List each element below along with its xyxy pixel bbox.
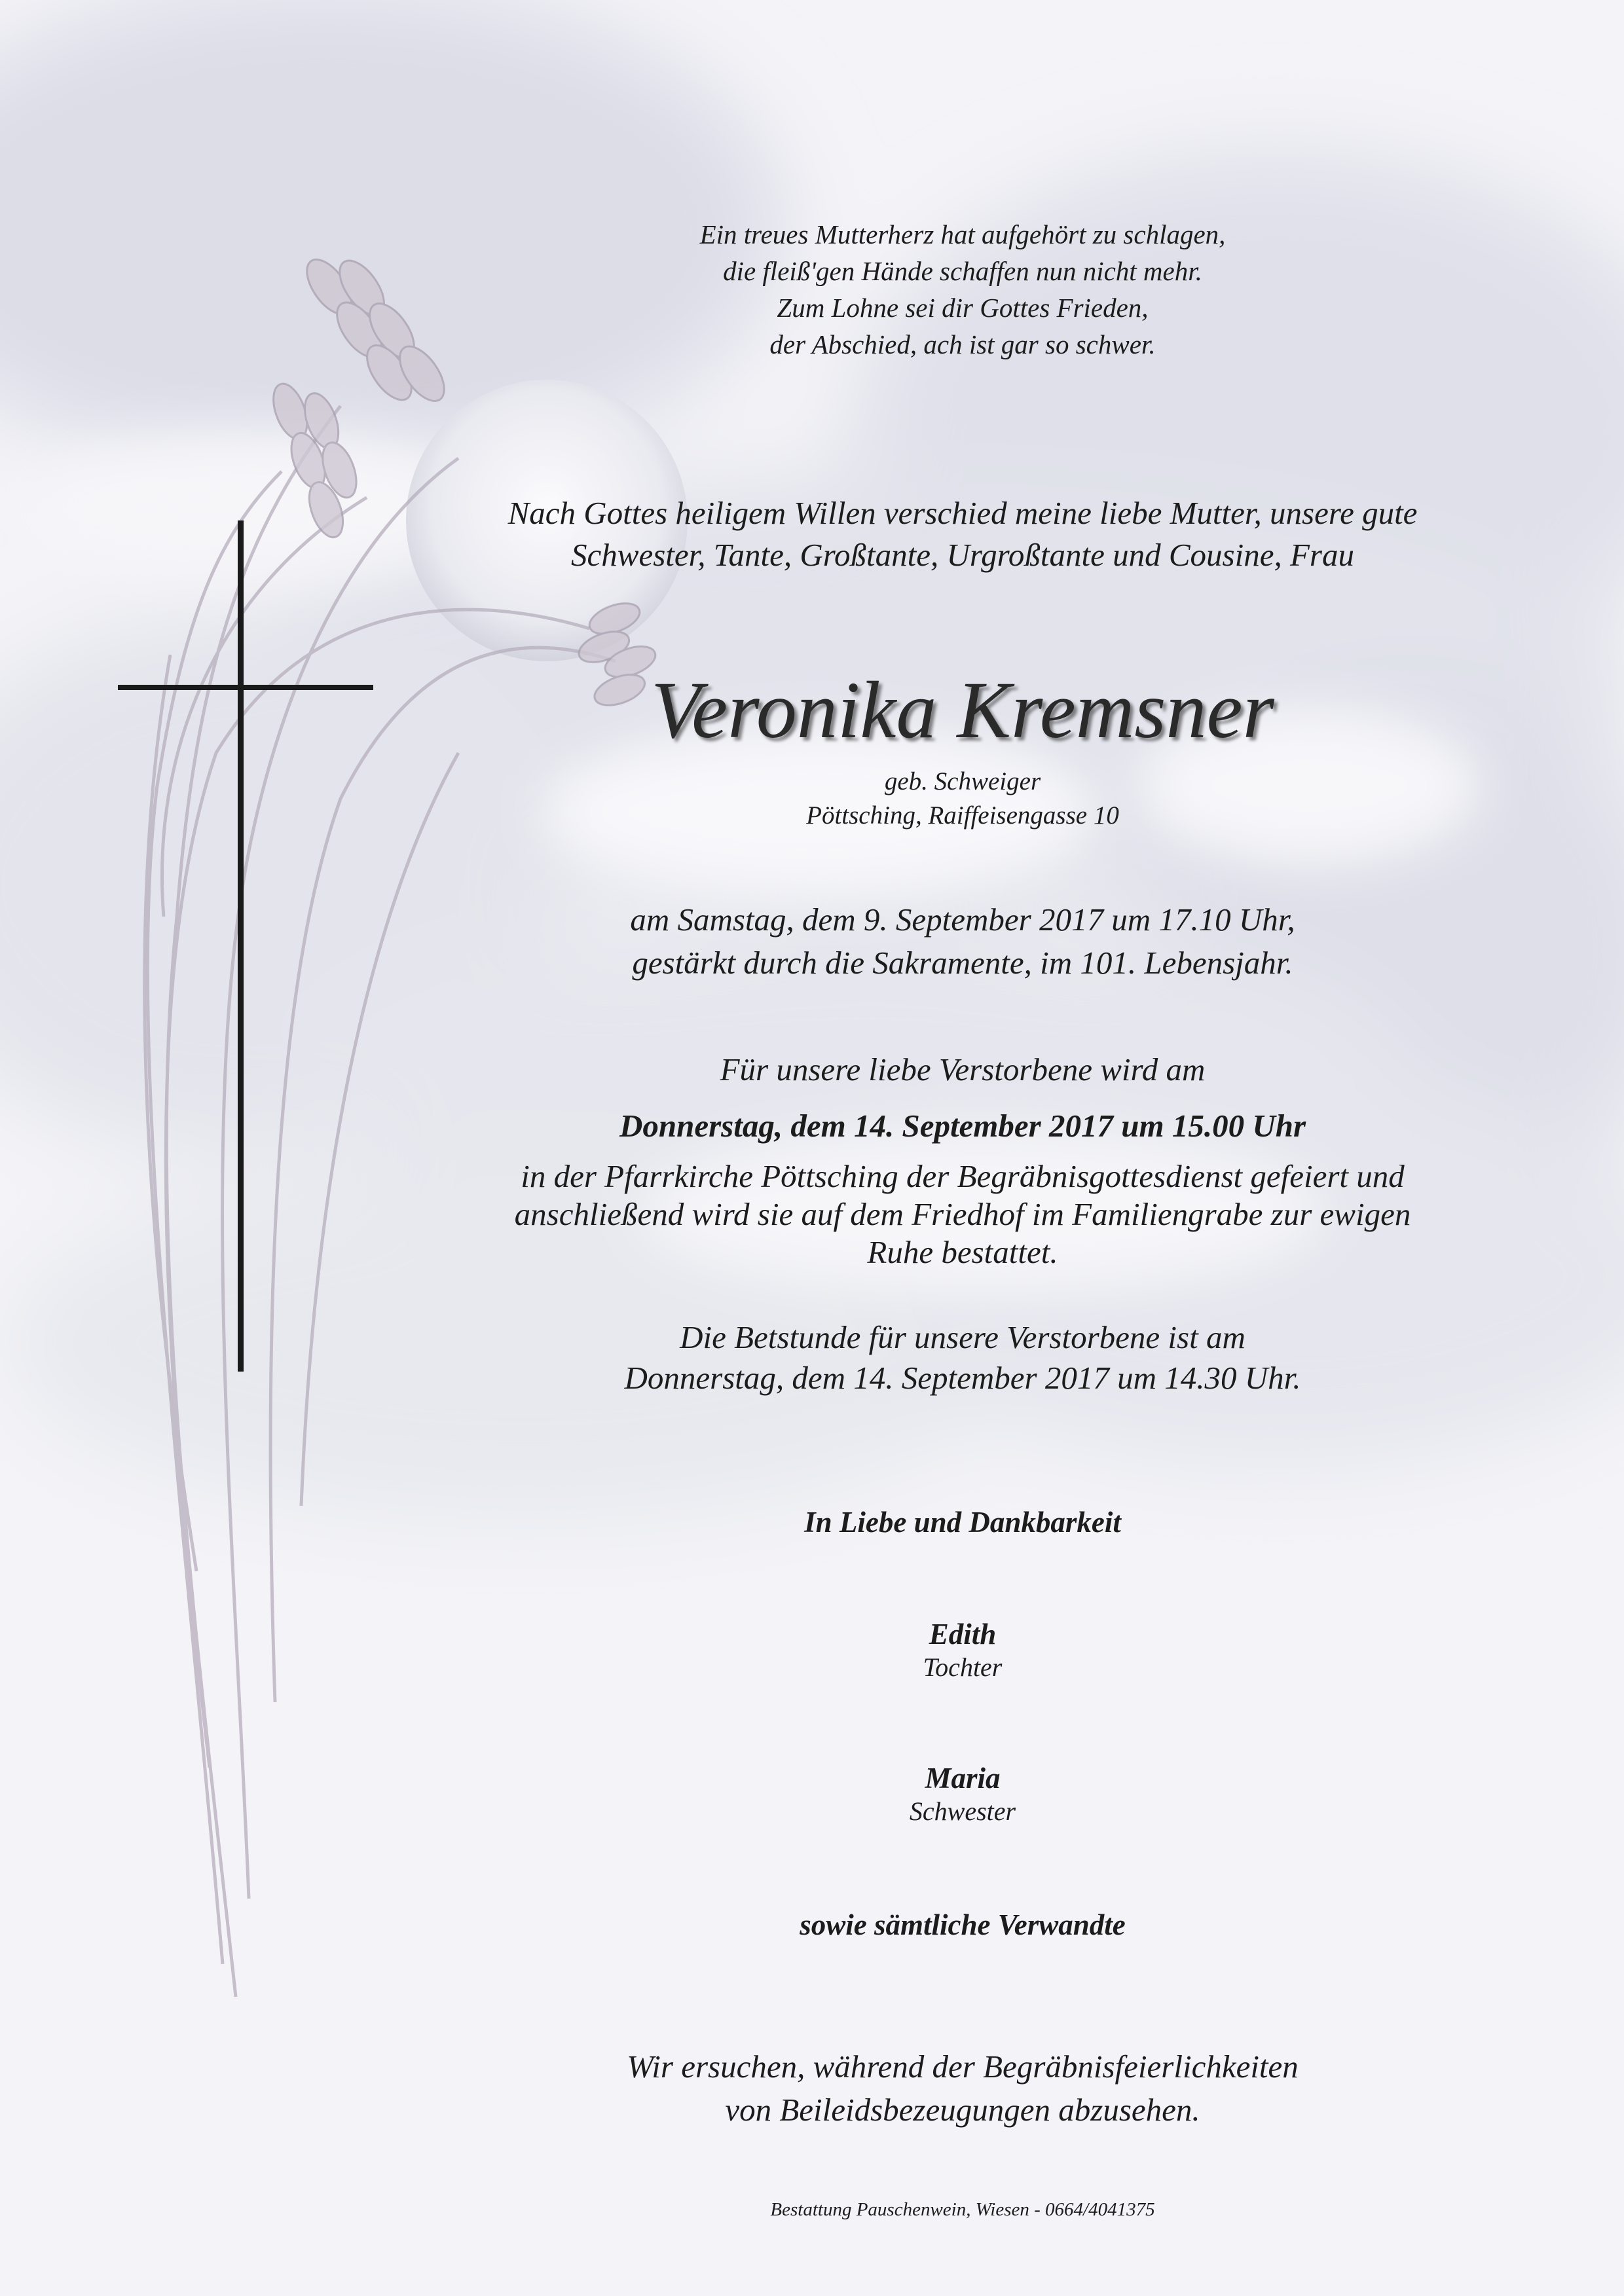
mourner [406,1760,1519,1827]
funeral-line: Ruhe bestattet. [867,1234,1058,1270]
poem-line: die fleiß'gen Hände schaffen nun nicht mehr. [723,256,1202,286]
mourner [406,1616,1519,1683]
mourner-role: Tochter [923,1652,1003,1682]
relatives-line: sowie sämtliche Verwandte [800,1908,1126,1941]
death-line: am Samstag, dem 9. September 2017 um 17.10 Uhr, [630,902,1295,938]
prayer-line: Die Betstunde für unsere Verstorbene ist am [680,1319,1246,1355]
poem-line: Zum Lohne sei dir Gottes Frieden, [777,293,1149,323]
undertaker-footer: Bestattung Pauschenwein, Wiesen - 0664/4041375 [770,2199,1155,2220]
mourner-name: Edith [929,1618,997,1650]
funeral-details [406,1157,1519,1271]
death-details [406,898,1519,985]
funeral-line: in der Pfarrkirche Pöttsching der Begräbnisgottesdienst gefeiert und [521,1158,1405,1194]
announcement-intro [406,492,1519,576]
mourner-role: Schwester [909,1796,1016,1826]
poem-line: der Abschied, ach ist gar so schwer. [769,329,1156,359]
funeral-lead: Für unsere liebe Verstorbene wird am [720,1051,1206,1087]
opening-poem [406,216,1519,363]
poem-line: Ein treues Mutterherz hat aufgehört zu schlagen, [699,219,1226,249]
birth-name: geb. Schweiger [884,767,1041,795]
deceased-details [406,765,1519,833]
request-line: Wir ersuchen, während der Begräbnisfeierlichkeiten [627,2049,1299,2085]
funeral-line: anschließend wird sie auf dem Friedhof im Familiengrabe zur ewigen [514,1196,1411,1232]
death-line: gestärkt durch die Sakramente, im 101. Lebensjahr. [632,945,1293,981]
request-line: von Beileidsbezeugungen abzusehen. [725,2092,1200,2128]
condolence-request [406,2045,1519,2132]
deceased-name: Veronika Kremsner [651,665,1274,755]
mourner-name: Maria [925,1762,1001,1795]
intro-line: Schwester, Tante, Großtante, Urgroßtante und Cousine, Frau [571,537,1354,573]
intro-line: Nach Gottes heiligem Willen verschied meine liebe Mutter, unsere gute [507,495,1418,531]
prayer-line: Donnerstag, dem 14. September 2017 um 14.30 Uhr. [624,1360,1301,1396]
address: Pöttsching, Raiffeisengasse 10 [806,801,1119,829]
prayer-hour [406,1317,1519,1398]
funeral-date: Donnerstag, dem 14. September 2017 um 15.00 Uhr [619,1108,1306,1144]
closing-phrase: In Liebe und Dankbarkeit [804,1506,1121,1539]
